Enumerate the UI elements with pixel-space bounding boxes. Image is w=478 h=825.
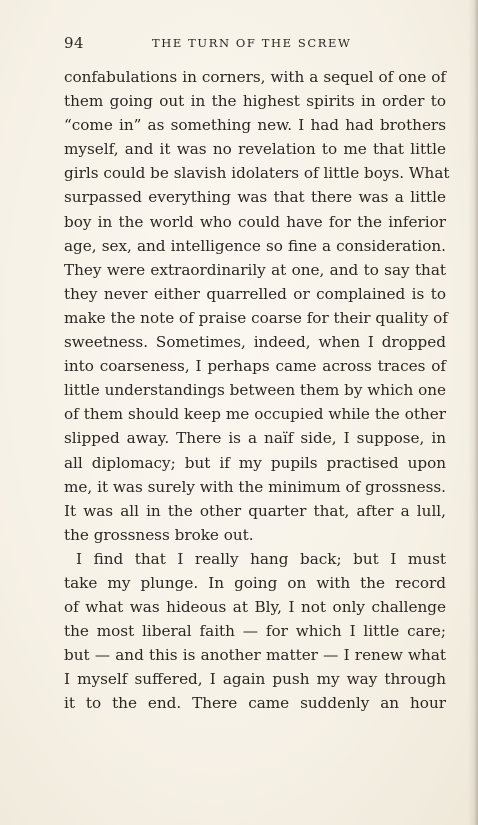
text-line: all diplomacy; but if my pupils practised upon	[64, 453, 446, 472]
text-line: I myself suffered, I again push my way through	[64, 670, 446, 689]
text-line: of them should keep me occupied while the other	[64, 405, 446, 424]
page-header	[64, 34, 444, 54]
text-line: them going out in the highest spirits in order to	[64, 92, 446, 111]
text-line: girls could be slavish idolaters of little boys. What	[64, 164, 450, 183]
text-line: boy in the world who could have for the inferior	[64, 212, 446, 231]
text-line: “come in” as something new. I had had brothers	[64, 116, 446, 135]
text-line: It was all in the other quarter that, after a lull,	[64, 501, 446, 520]
text-line: make the note of praise coarse for their quality of	[64, 308, 448, 327]
text-line: age, sex, and intelligence so fine a consideration.	[64, 236, 446, 255]
text-line: they never either quarrelled or complained is to	[64, 284, 446, 303]
text-line: myself, and it was no revelation to me that little	[64, 140, 446, 159]
text-line: into coarseness, I perhaps came across traces of	[64, 357, 446, 376]
page-edge-shadow	[468, 0, 478, 825]
paragraph-end-line: the grossness broke out.	[64, 525, 254, 544]
text-line: surpassed everything was that there was a little	[64, 188, 446, 207]
text-line: it to the end. There came suddenly an hour	[64, 694, 446, 713]
body-text	[64, 65, 450, 716]
text-line: of what was hideous at Bly, I not only challenge	[64, 598, 446, 617]
text-line: me, it was surely with the minimum of grossness.	[64, 477, 446, 496]
paragraph-start-line: I find that I really hang back; but I must	[76, 549, 446, 568]
text-line: the most liberal faith — for which I little care;	[64, 622, 446, 641]
text-line: They were extraordinarily at one, and to say that	[64, 260, 446, 279]
text-line: sweetness. Sometimes, indeed, when I dropped	[64, 333, 446, 352]
text-line: little understandings between them by which one	[64, 381, 446, 400]
text-line: slipped away. There is a naïf side, I suppose, in	[64, 429, 446, 448]
text-line: but — and this is another matter — I renew what	[64, 646, 446, 665]
page-number: 94	[64, 34, 85, 52]
text-line: confabulations in corners, with a sequel of one of	[64, 68, 446, 86]
text-line: take my plunge. In going on with the record	[64, 573, 446, 592]
running-head: THE TURN OF THE SCREW	[152, 36, 352, 50]
